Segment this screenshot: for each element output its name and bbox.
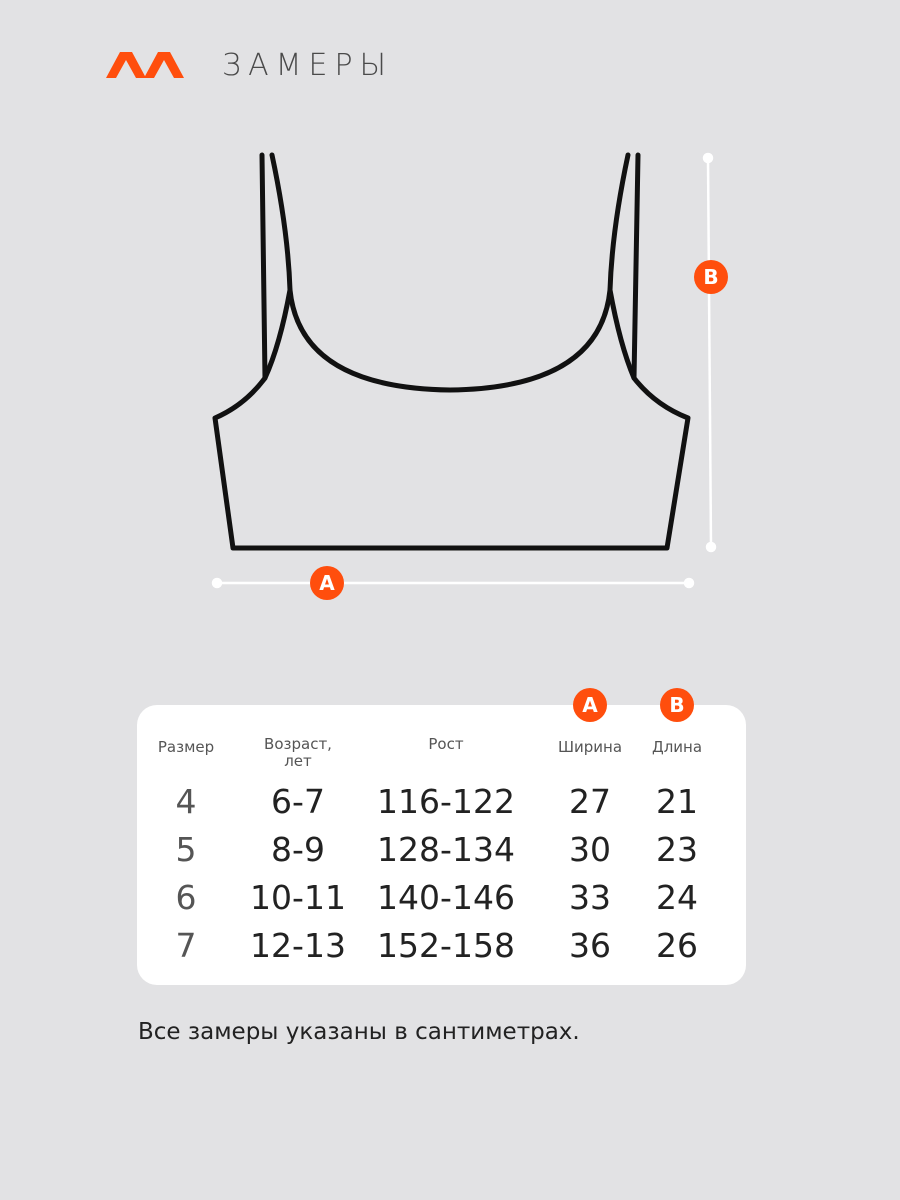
cell-length: 24 (656, 878, 698, 917)
measure-a-badge: A (310, 566, 344, 600)
units-note: Все замеры указаны в сантиметрах. (138, 1019, 580, 1045)
cell-width: 36 (569, 926, 611, 965)
header-length: Длина (651, 738, 703, 756)
measure-b-badge: B (694, 260, 728, 294)
cell-width: 27 (569, 782, 611, 821)
header-width: Ширина (557, 738, 623, 756)
cell-height: 140-146 (377, 878, 515, 917)
header-age: Возраст, лет (264, 735, 332, 770)
cell-width: 30 (569, 830, 611, 869)
header-height: Рост (428, 735, 464, 753)
cell-height: 152-158 (377, 926, 515, 965)
cell-width: 33 (569, 878, 611, 917)
cell-length: 23 (656, 830, 698, 869)
cell-age: 8-9 (271, 830, 325, 869)
measure-a-line (213, 579, 693, 587)
measure-b-line (704, 154, 715, 551)
cell-height: 116-122 (377, 782, 515, 821)
cell-age: 12-13 (250, 926, 346, 965)
neckline (290, 290, 610, 390)
right-strap-inner (610, 155, 628, 290)
cell-size: 5 (175, 830, 197, 869)
width-badge: A (573, 688, 607, 722)
page-title: ЗАМЕРЫ (222, 48, 394, 83)
header-size: Размер (157, 738, 215, 756)
cell-size: 4 (175, 782, 197, 821)
length-badge: B (660, 688, 694, 722)
cell-length: 21 (656, 782, 698, 821)
cell-size: 6 (175, 878, 197, 917)
cell-height: 128-134 (377, 830, 515, 869)
cell-age: 6-7 (271, 782, 325, 821)
cell-length: 26 (656, 926, 698, 965)
size-table (137, 693, 746, 985)
left-strap-inner (272, 155, 290, 290)
cell-age: 10-11 (250, 878, 346, 917)
cell-size: 7 (175, 926, 197, 965)
